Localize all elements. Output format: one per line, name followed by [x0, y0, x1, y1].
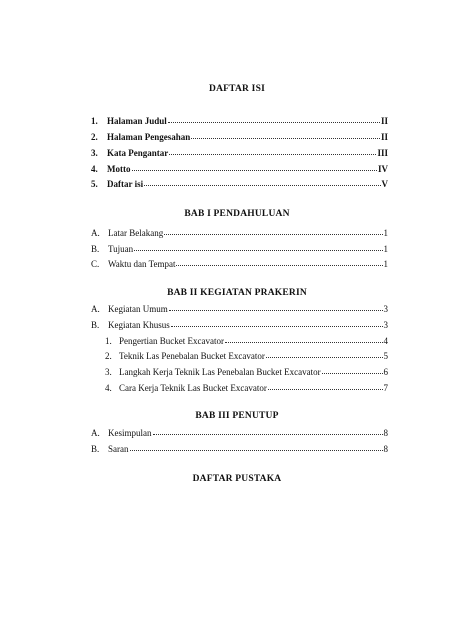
entry-label: Halaman Judul: [107, 116, 167, 126]
entry-page: II: [380, 132, 388, 142]
toc-subentry: [105, 382, 388, 394]
toc-entry: [91, 227, 388, 239]
entry-page: 1: [383, 244, 388, 254]
entry-label: Tujuan: [108, 244, 134, 254]
dot-leader: [132, 162, 377, 171]
dot-leader: [134, 242, 382, 251]
entry-page: III: [377, 148, 388, 158]
entry-page: 8: [383, 444, 388, 454]
entry-label: Waktu dan Tempat: [108, 259, 176, 269]
toc-entry: [91, 443, 388, 455]
bibliography-title: DAFTAR PUSTAKA: [192, 474, 282, 484]
toc-entry: [91, 303, 388, 315]
entry-page: 1: [383, 259, 388, 269]
entry-page: 4: [383, 336, 388, 346]
toc-subentry: [105, 350, 388, 362]
entry-label: Pengertian Bucket Excavator: [119, 336, 224, 346]
toc-entry: [91, 147, 388, 159]
toc-entry: [91, 131, 388, 143]
entry-number: 5.: [91, 179, 98, 189]
dot-leader: [225, 334, 383, 343]
toc-entry: [91, 115, 388, 127]
dot-leader: [144, 177, 380, 186]
entry-label: Teknik Las Penebalan Bucket Excavator: [119, 351, 265, 361]
entry-number: 1.: [105, 336, 112, 346]
entry-page: 8: [383, 428, 388, 438]
entry-label: Latar Belakang: [108, 228, 164, 238]
dot-leader: [164, 226, 382, 235]
entry-number: C.: [91, 259, 100, 269]
entry-label: Motto: [107, 164, 131, 174]
entry-number: A.: [91, 228, 100, 238]
dot-leader: [266, 349, 383, 358]
entry-page: II: [380, 116, 388, 126]
entry-label: Kata Pengantar: [107, 148, 169, 158]
dot-leader: [191, 130, 380, 139]
entry-number: A.: [91, 428, 100, 438]
entry-number: 4.: [91, 164, 98, 174]
entry-label: Daftar isi: [107, 179, 144, 189]
dot-leader: [176, 257, 382, 266]
toc-subentry: [105, 335, 388, 347]
dot-leader: [171, 318, 383, 327]
toc-entry: [91, 243, 388, 255]
toc-entry: [91, 163, 388, 175]
entry-page: 3: [383, 320, 388, 330]
dot-leader: [153, 426, 383, 435]
entry-page: 3: [383, 304, 388, 314]
entry-number: B.: [91, 320, 100, 330]
entry-label: Cara Kerja Teknik Las Bucket Excavator: [119, 383, 267, 393]
entry-page: IV: [377, 164, 388, 174]
chapter-title: BAB III PENUTUP: [195, 411, 279, 421]
entry-number: 4.: [105, 383, 112, 393]
dot-leader: [322, 365, 383, 374]
entry-page: 5: [383, 351, 388, 361]
entry-number: 1.: [91, 116, 98, 126]
dot-leader: [268, 381, 383, 390]
chapter-title: BAB I PENDAHULUAN: [184, 209, 290, 219]
entry-label: Kesimpulan: [108, 428, 152, 438]
entry-label: Langkah Kerja Teknik Las Penebalan Bucket Excavator: [119, 367, 321, 377]
chapter-title: BAB II KEGIATAN PRAKERIN: [167, 288, 307, 298]
entry-number: 3.: [105, 367, 112, 377]
entry-page: V: [381, 179, 388, 189]
entry-page: 1: [383, 228, 388, 238]
toc-entry: [91, 258, 388, 270]
entry-number: 2.: [91, 132, 98, 142]
toc-subentry: [105, 366, 388, 378]
entry-number: B.: [91, 444, 100, 454]
toc-entry: [91, 319, 388, 331]
toc-entry: [91, 178, 388, 190]
entry-number: 2.: [105, 351, 112, 361]
entry-label: Kegiatan Khusus: [108, 320, 170, 330]
entry-label: Halaman Pengesahan: [107, 132, 191, 142]
entry-number: A.: [91, 304, 100, 314]
dot-leader: [169, 146, 376, 155]
entry-number: B.: [91, 244, 100, 254]
toc-entry: [91, 427, 388, 439]
entry-number: 3.: [91, 148, 98, 158]
entry-page: 6: [383, 367, 388, 377]
dot-leader: [130, 442, 383, 451]
toc-title: DAFTAR ISI: [209, 84, 265, 94]
entry-page: 7: [383, 383, 388, 393]
entry-label: Saran: [108, 444, 129, 454]
dot-leader: [168, 114, 380, 123]
entry-label: Kegiatan Umum: [108, 304, 168, 314]
dot-leader: [169, 302, 383, 311]
